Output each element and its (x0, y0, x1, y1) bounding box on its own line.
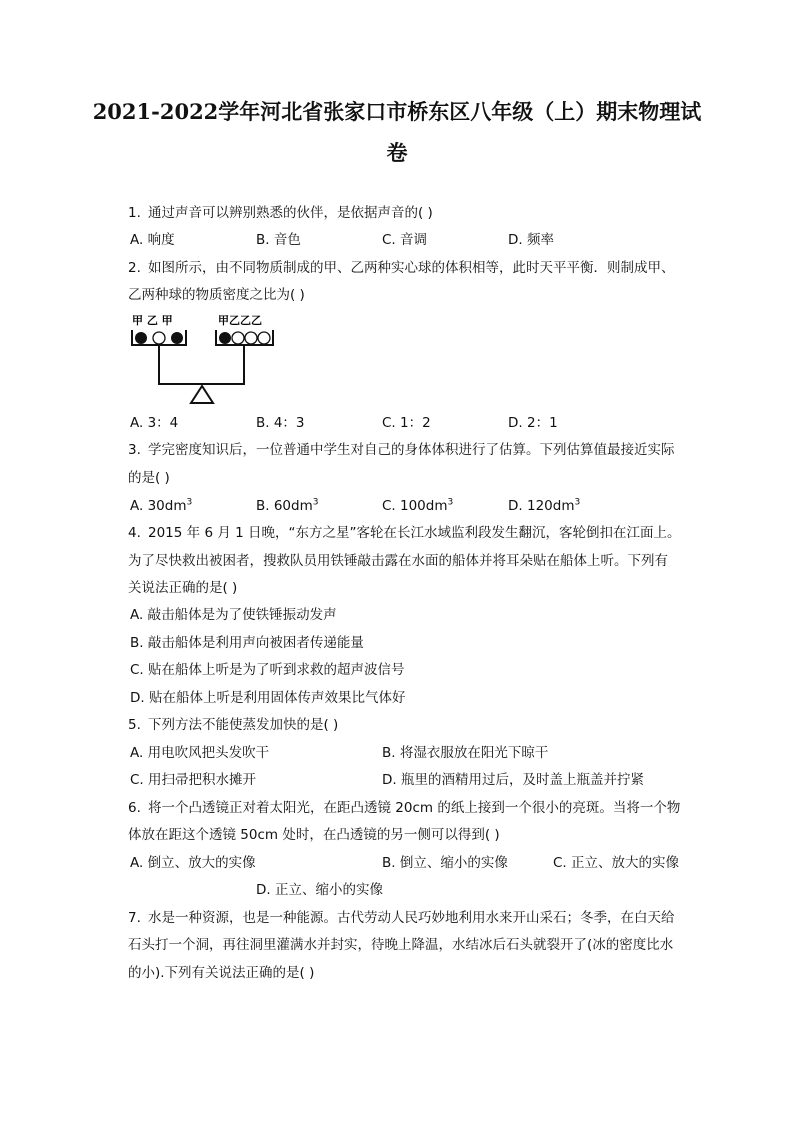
ball-jia (135, 332, 147, 344)
question-4-stem-line-3: 关说法正确的是( ) (128, 580, 238, 596)
ball-yi (258, 332, 270, 344)
question-number: 3. (128, 442, 141, 458)
q2-option-d: D. 2：1 (508, 415, 558, 431)
q5-option-d: D. 瓶里的酒精用过后，及时盖上瓶盖并拧紧 (382, 772, 644, 788)
question-text: 如图所示，由不同物质制成的甲、乙两种实心球的体积相等，此时天平平衡．则制成甲、 (148, 260, 675, 276)
question-number: 7. (128, 910, 141, 926)
question-text: 下列方法不能使蒸发加快的是( ) (148, 717, 339, 733)
q3-option-a: A. $30dm^3$ (130, 497, 193, 514)
question-3-stem-line-1 (128, 441, 675, 459)
q6-option-c: C. 正立、放大的实像 (553, 855, 680, 871)
ball-yi (232, 332, 244, 344)
question-number: 1. (128, 205, 141, 221)
q3-option-c: C. $100dm^3$ (382, 497, 454, 514)
ball-jia (219, 332, 231, 344)
question-text: 水是一种资源，也是一种能源。古代劳动人民巧妙地利用水来开山采石；冬季，在白天给 (148, 910, 675, 926)
q5-option-b: B. 将湿衣服放在阳光下晾干 (382, 745, 549, 761)
q4-option-a: A. 敲击船体是为了使铁锤振动发声 (130, 607, 337, 623)
ball-yi (153, 332, 165, 344)
exam-title-line-1: 2021-2022学年河北省张家口市桥东区八年级（上）期末物理试 (92, 99, 702, 124)
question-2-stem-line-1 (128, 259, 675, 277)
question-6-stem-line-1 (128, 799, 680, 817)
question-text: 学完密度知识后，一位普通中学生对自己的身体体积进行了估算。下列估算值最接近实际 (148, 442, 675, 458)
q3-option-d: D. $120dm^3$ (508, 497, 581, 514)
q1-option-a: A. 响度 (130, 232, 175, 248)
question-text: 将一个凸透镜正对着太阳光，在距凸透镜 20cm 的纸上接到一个很小的亮斑。当将一个物 (148, 800, 681, 816)
question-4-stem-line-2: 为了尽快救出被困者，搜救队员用铁锤敲击露在水面的船体并将耳朵贴在船体上听。下列有 (128, 553, 668, 569)
q4-option-d: D. 贴在船体上听是利用固体传声效果比气体好 (130, 690, 406, 706)
balance-scale-diagram (128, 312, 278, 407)
fulcrum (191, 386, 213, 403)
q3-option-b: B. $60dm^3$ (256, 497, 319, 514)
question-3-stem-line-2: 的是( ) (128, 470, 170, 486)
q6-option-d: D. 正立、缩小的实像 (256, 882, 383, 898)
q2-option-c: C. 1：2 (382, 415, 431, 431)
right-pan-labels: 甲乙乙乙 (218, 314, 262, 327)
question-number: 2. (128, 260, 141, 276)
q5-option-c: C. 用扫帚把积水摊开 (130, 772, 257, 788)
q1-option-d: D. 频率 (508, 232, 554, 248)
ball-yi (245, 332, 257, 344)
question-number: 4. (128, 525, 141, 541)
q2-option-a: A. 3：4 (130, 415, 179, 431)
q1-option-c: C. 音调 (382, 232, 428, 248)
ball-jia (171, 332, 183, 344)
question-6-stem-line-2: 体放在距这个透镜 50cm 处时，在凸透镜的另一侧可以得到( ) (128, 827, 500, 843)
question-4-stem-line-1 (128, 524, 680, 542)
q1-option-b: B. 音色 (256, 232, 301, 248)
question-2-stem-line-2: 乙两种球的物质密度之比为( ) (128, 287, 305, 303)
q6-option-b: B. 倒立、缩小的实像 (382, 855, 508, 871)
q4-option-b: B. 敲击船体是利用声向被困者传递能量 (130, 635, 364, 651)
question-number: 5. (128, 717, 141, 733)
question-7-stem-line-1 (128, 909, 675, 927)
q5-option-a: A. 用电吹风把头发吹干 (130, 745, 270, 761)
balance-figure (128, 312, 278, 411)
question-text: 2015 年 6 月 1 日晚，“东方之星”客轮在长江水域监利段发生翻沉，客轮倒扣在江面上。 (148, 525, 681, 541)
question-text: 通过声音可以辨别熟悉的伙伴，是依据声音的( ) (148, 205, 433, 221)
question-number: 6. (128, 800, 141, 816)
question-5-stem (128, 716, 338, 734)
left-pan-labels: 甲 乙 甲 (132, 314, 173, 327)
q2-option-b: B. 4：3 (256, 415, 305, 431)
question-7-stem-line-3: 的小).下列有关说法正确的是( ) (128, 965, 315, 981)
exam-title-line-2: 卷 (386, 140, 408, 165)
question-1-stem (128, 204, 433, 222)
question-7-stem-line-2: 石头打一个洞，再往洞里灌满水并封实，待晚上降温，水结冰后石头就裂开了(冰的密度比水 (128, 937, 674, 953)
q4-option-c: C. 贴在船体上听是为了听到求救的超声波信号 (130, 662, 405, 678)
q6-option-a: A. 倒立、放大的实像 (130, 855, 256, 871)
